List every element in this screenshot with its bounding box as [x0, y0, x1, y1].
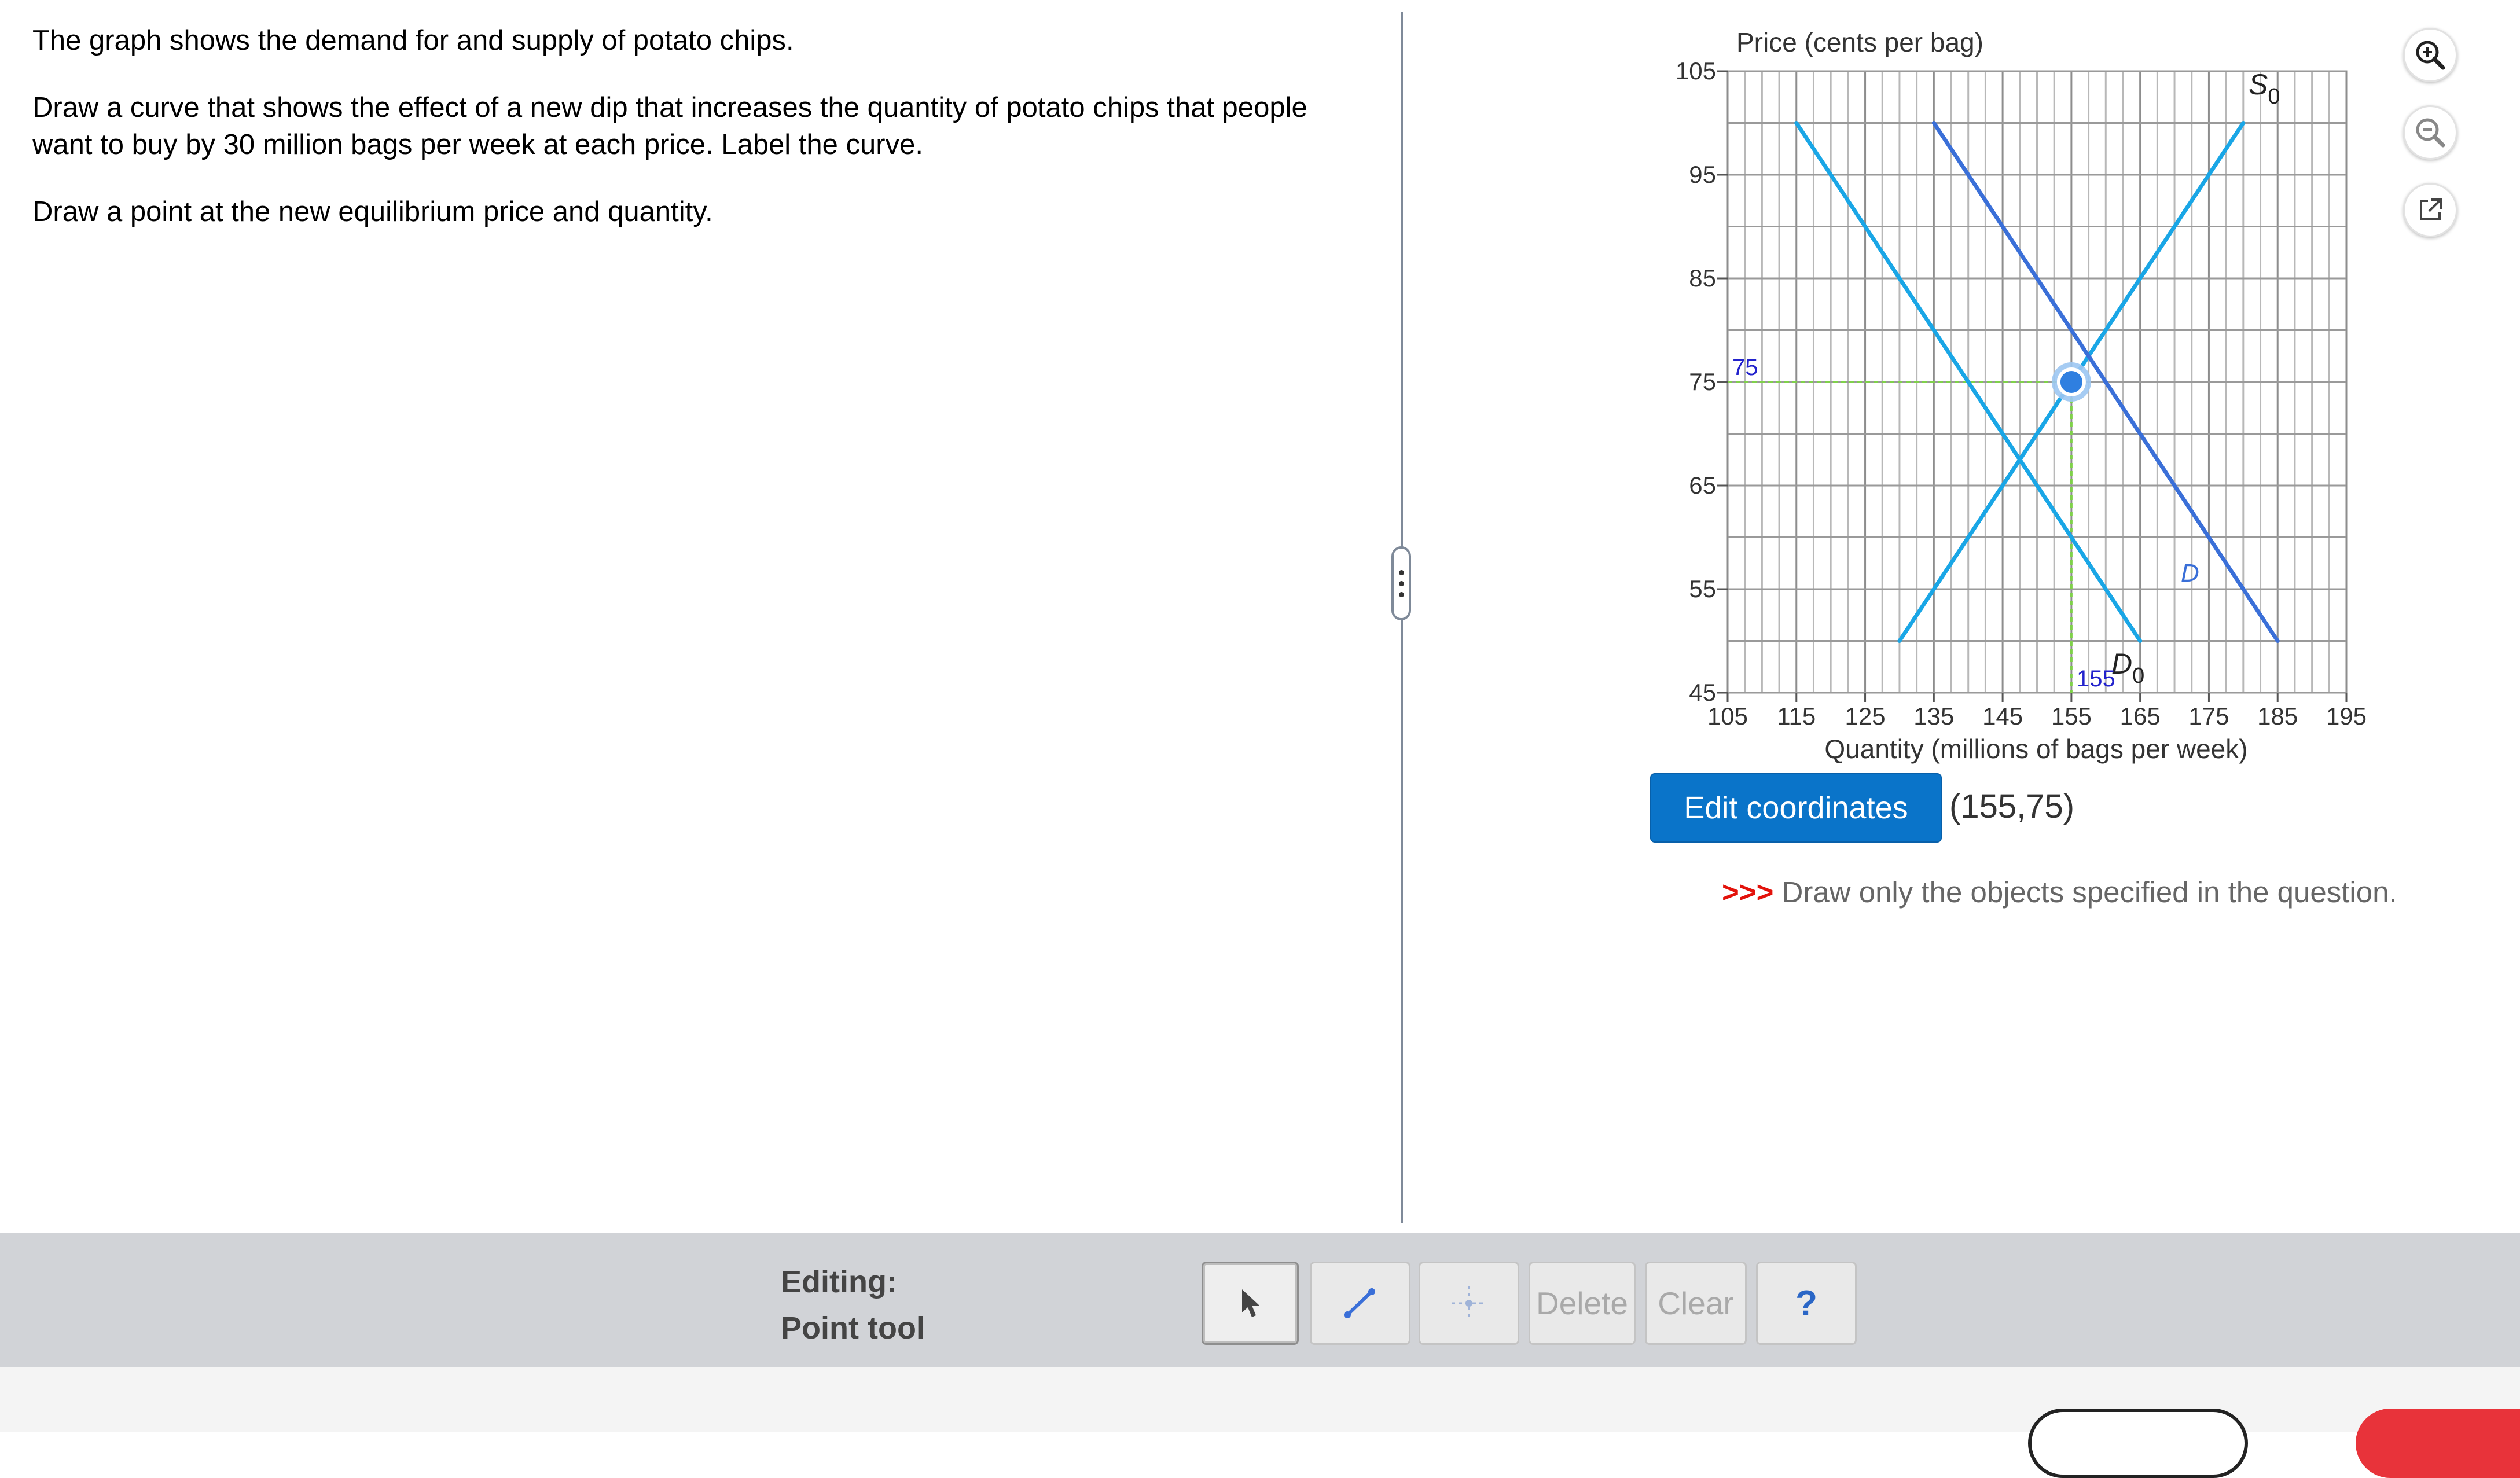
- y-axis-label: Price (cents per bag): [1736, 27, 1983, 57]
- demand-label-main: D: [2111, 648, 2133, 680]
- x-tick-label: 175: [2188, 703, 2229, 730]
- footer-primary-button[interactable]: [2356, 1409, 2520, 1478]
- select-tool-button[interactable]: [1202, 1262, 1299, 1345]
- x-axis-label: Quantity (millions of bags per week): [1824, 734, 2248, 764]
- y-tick-label: 75: [1689, 368, 1716, 395]
- line-tool-icon: [1337, 1280, 1383, 1326]
- x-tick-label: 115: [1777, 703, 1816, 730]
- equilibrium-quantity-label: 155: [2077, 666, 2115, 692]
- zoom-out-button[interactable]: [2403, 105, 2457, 160]
- external-link-icon: [2414, 194, 2446, 226]
- supply-label-sub: 0: [2268, 84, 2280, 109]
- x-tick-label: 125: [1845, 703, 1886, 730]
- question-paragraph: The graph shows the demand for and supply of potato chips.: [32, 25, 794, 56]
- edit-coordinates-button[interactable]: Edit coordinates: [1650, 773, 1942, 843]
- y-tick-label: 65: [1689, 472, 1716, 499]
- x-tick-label: 155: [2051, 703, 2092, 730]
- y-tick-label: 85: [1689, 264, 1716, 292]
- x-tick-label: 195: [2326, 703, 2367, 730]
- demand-label-sub: 0: [2132, 664, 2145, 688]
- editing-status: [781, 1259, 925, 1351]
- hint-text: Draw only the objects specified in the question.: [1773, 876, 2397, 909]
- zoom-in-icon: [2412, 36, 2449, 73]
- y-tick-label: 55: [1689, 575, 1716, 602]
- equilibrium-price-label: 75: [1732, 355, 1758, 380]
- x-tick-label: 185: [2257, 703, 2298, 730]
- x-tick-label: 165: [2119, 703, 2161, 730]
- equilibrium-point: [2059, 369, 2084, 395]
- editing-label: Editing:: [781, 1264, 897, 1299]
- x-tick-label: 145: [1982, 703, 2023, 730]
- current-tool-name: Point tool: [781, 1311, 925, 1345]
- line-tool-button[interactable]: [1310, 1262, 1410, 1345]
- popout-button[interactable]: [2403, 183, 2457, 237]
- y-tick-label: 95: [1689, 161, 1716, 188]
- x-tick-label: 135: [1913, 703, 1955, 730]
- x-tick-label: 105: [1707, 703, 1748, 730]
- delete-button[interactable]: Delete: [1529, 1262, 1636, 1345]
- cursor-arrow-icon: [1237, 1286, 1263, 1321]
- zoom-out-icon: [2412, 114, 2449, 151]
- supply-label-main: S: [2249, 68, 2268, 101]
- hint-arrows: >>>: [1722, 876, 1774, 909]
- footer-secondary-button[interactable]: [2028, 1409, 2248, 1478]
- point-tool-button[interactable]: [1419, 1262, 1519, 1345]
- new-demand-curve-label: D: [2181, 559, 2199, 587]
- coordinates-readout: (155,75): [1949, 788, 2075, 825]
- zoom-in-button[interactable]: [2403, 28, 2457, 82]
- help-button[interactable]: ?: [1756, 1262, 1857, 1345]
- y-tick-label: 45: [1689, 679, 1716, 706]
- clear-button[interactable]: Clear: [1645, 1262, 1747, 1345]
- y-tick-label: 105: [1675, 57, 1716, 84]
- point-tool-icon: [1446, 1280, 1492, 1326]
- instruction-hint: [1722, 875, 2397, 909]
- question-paragraph: Draw a point at the new equilibrium price and quantity.: [32, 196, 713, 227]
- question-paragraph: Draw a curve that shows the effect of a new dip that increases the quantity of potato chips that people want to buy by 30 million bags per week at each price. Label the curve.: [32, 92, 1307, 160]
